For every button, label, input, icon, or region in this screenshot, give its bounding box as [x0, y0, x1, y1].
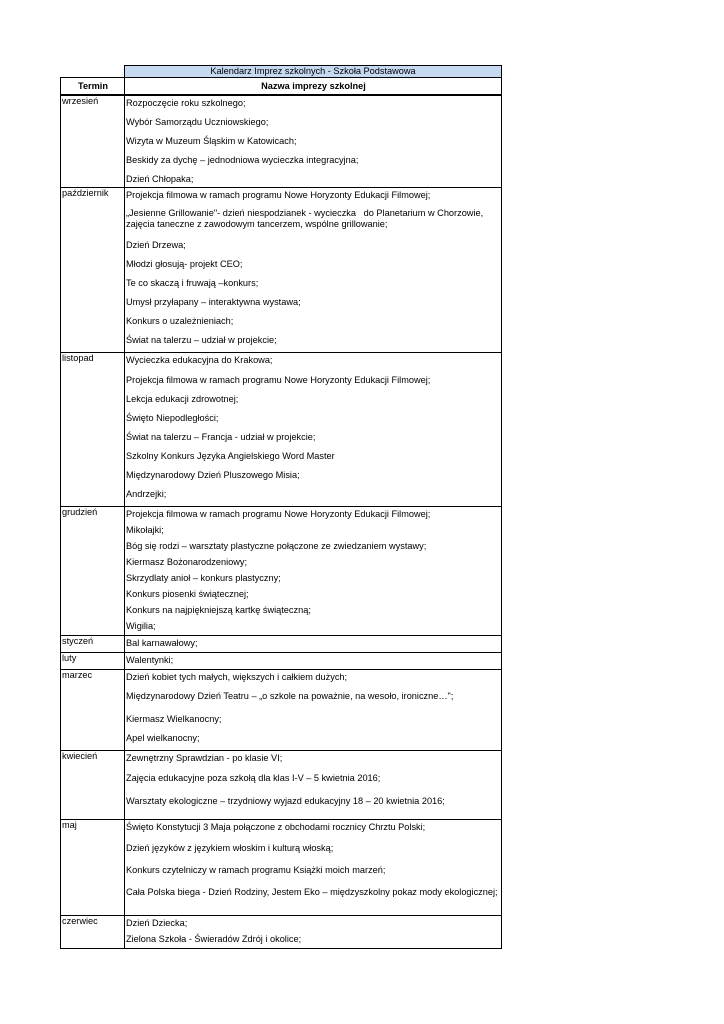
table-row [61, 353, 502, 507]
event-item: Święto Niepodległości; [126, 413, 219, 423]
event-item: Konkurs piosenki świątecznej; [126, 589, 249, 599]
event-item: Dzień Dziecka; [126, 918, 188, 928]
header-term: Termin [61, 78, 125, 96]
event-item: Cała Polska biega - Dzień Rodziny, Jestem Eko – międzyszkolny pokaz mody ekologicznej; [126, 887, 498, 897]
term-cell: maj [61, 820, 125, 916]
term-cell: luty [61, 653, 125, 670]
table-row [61, 653, 502, 670]
event-item: Walentynki; [126, 655, 174, 665]
table-row [61, 916, 502, 949]
event-item: Kiermasz Wielkanocny; [126, 714, 222, 724]
term-cell: marzec [61, 670, 125, 751]
table-row [61, 636, 502, 653]
event-item: Wycieczka edukacyjna do Krakowa; [126, 355, 273, 365]
event-item: Konkurs czytelniczy w ramach programu Książki moich marzeń; [126, 865, 386, 875]
event-cell [125, 820, 502, 916]
event-item: Wizyta w Muzeum Śląskim w Katowicach; [126, 136, 297, 146]
term-cell: czerwiec [61, 916, 125, 949]
event-item: Dzień Drzewa; [126, 240, 186, 250]
event-item: Szkolny Konkurs Języka Angielskiego Word Master [126, 451, 335, 461]
table-row [61, 751, 502, 820]
event-item: Zewnętrzny Sprawdzian - po klasie VI; [126, 753, 283, 763]
event-item: Bal karnawałowy; [126, 638, 198, 648]
event-item: Konkurs o uzależnieniach; [126, 316, 234, 326]
event-cell [125, 751, 502, 820]
table-row [61, 95, 502, 188]
event-item: Wybór Samorządu Uczniowskiego; [126, 117, 269, 127]
title-spacer [61, 66, 125, 78]
event-item: Projekcja filmowa w ramach programu Nowe Horyzonty Edukacji Filmowej; [126, 375, 431, 385]
header-row [61, 78, 502, 96]
term-cell: wrzesień [61, 95, 125, 188]
event-item: Lekcja edukacji zdrowotnej; [126, 394, 239, 404]
event-item: Apel wielkanocny; [126, 733, 200, 743]
table-row [61, 507, 502, 636]
event-cell [125, 636, 502, 653]
event-item: Dzień języków z językiem włoskim i kulturą włoską; [126, 843, 334, 853]
event-cell [125, 507, 502, 636]
event-item: Warsztaty ekologiczne – trzydniowy wyjazd edukacyjny 18 – 20 kwietnia 2016; [126, 796, 445, 806]
term-cell: październik [61, 188, 125, 353]
event-item: Skrzydlaty anioł – konkurs plastyczny; [126, 573, 281, 583]
event-item: Te co skaczą i fruwają –konkurs; [126, 278, 259, 288]
header-event: Nazwa imprezy szkolnej [125, 78, 502, 96]
table-row [61, 820, 502, 916]
event-item: Umysł przyłapany – interaktywna wystawa; [126, 297, 301, 307]
event-item: Andrzejki; [126, 489, 167, 499]
event-item: Międzynarodowy Dzień Pluszowego Misia; [126, 470, 300, 480]
term-cell: grudzień [61, 507, 125, 636]
term-cell: kwiecień [61, 751, 125, 820]
term-cell: listopad [61, 353, 125, 507]
event-item: Świat na talerzu – Francja - udział w projekcie; [126, 432, 316, 442]
event-cell [125, 95, 502, 188]
event-item: „Jesienne Grillowanie"- dzień niespodzianek - wycieczka do Planetarium w Chorzowie, zajęcia taneczne z zawodowym tancerzem, wspólne grillowanie; [126, 208, 484, 229]
events-table [60, 65, 502, 949]
event-item: Wigilia; [126, 621, 156, 631]
event-item: Święto Konstytucji 3 Maja połączone z obchodami rocznicy Chrztu Polski; [126, 822, 426, 832]
event-cell [125, 653, 502, 670]
event-item: Bóg się rodzi – warsztaty plastyczne połączone ze zwiedzaniem wystawy; [126, 541, 427, 551]
event-item: Konkurs na najpiękniejszą kartkę świąteczną; [126, 605, 311, 615]
event-item: Mikołajki; [126, 525, 164, 535]
event-cell [125, 670, 502, 751]
event-cell [125, 353, 502, 507]
event-item: Zajęcia edukacyjne poza szkołą dla klas I-V – 5 kwietnia 2016; [126, 773, 381, 783]
event-item: Świat na talerzu – udział w projekcie; [126, 335, 277, 345]
table-row [61, 188, 502, 353]
event-item: Dzień Chłopaka; [126, 174, 194, 184]
event-item: Dzień kobiet tych małych, większych i całkiem dużych; [126, 672, 348, 682]
title-row [61, 66, 502, 78]
event-item: Zielona Szkoła - Świeradów Zdrój i okolice; [126, 934, 302, 944]
event-item: Międzynarodowy Dzień Teatru – „o szkole na poważnie, na wesoło, ironiczne…"; [126, 691, 454, 701]
event-item: Rozpoczęcie roku szkolnego; [126, 98, 246, 108]
event-item: Kiermasz Bożonarodzeniowy; [126, 557, 248, 567]
event-cell [125, 916, 502, 949]
event-item: Projekcja filmowa w ramach programu Nowe Horyzonty Edukacji Filmowej; [126, 509, 431, 519]
event-item: Projekcja filmowa w ramach programu Nowe Horyzonty Edukacji Filmowej; [126, 190, 431, 200]
table-row [61, 670, 502, 751]
table-title: Kalendarz Imprez szkolnych - Szkoła Podstawowa [125, 66, 502, 78]
term-cell: styczeń [61, 636, 125, 653]
event-item: Młodzi głosują- projekt CEO; [126, 259, 243, 269]
calendar-sheet [60, 65, 502, 949]
event-item: Beskidy za dychę – jednodniowa wycieczka integracyjna; [126, 155, 359, 165]
event-cell [125, 188, 502, 353]
